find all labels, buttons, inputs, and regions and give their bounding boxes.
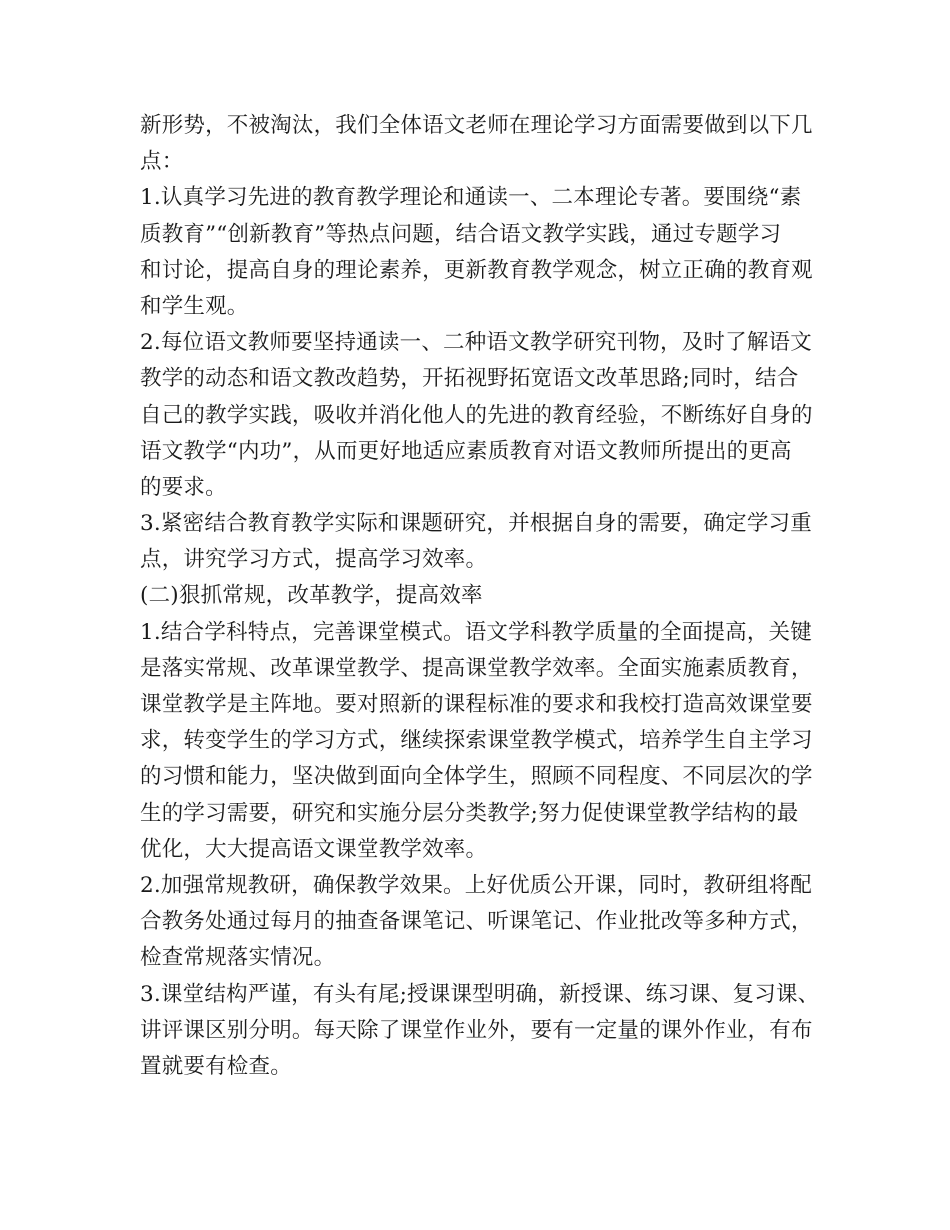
text-line: 1.结合学科特点，完善课堂模式。语文学科教学质量的全面提高，关键 — [140, 619, 812, 645]
text-line: 讲评课区别分明。每天除了课堂作业外，要有一定量的课外作业，有布 — [140, 1017, 813, 1043]
document-body — [140, 108, 820, 1085]
text-line: 是落实常规、改革课堂教学、提高课堂教学效率。全面实施素质教育， — [140, 655, 813, 681]
text-line: 教学的动态和语文教改趋势，开拓视野拓宽语文改革思路;同时，结合 — [140, 366, 799, 392]
text-line: 3.紧密结合教育教学实际和课题研究，并根据自身的需要，确定学习重 — [140, 511, 812, 537]
text-line: 点，讲究学习方式，提高学习效率。 — [140, 547, 488, 573]
text-line: 3.课堂结构严谨，有头有尾;授课课型明确，新授课、练习课、复习课、 — [140, 981, 820, 1007]
text-line: 质教育”“创新教育”等热点问题，结合语文教学实践，通过专题学习 — [140, 221, 782, 247]
text-line: 求，转变学生的学习方式，继续探索课堂教学模式，培养学生自主学习 — [140, 728, 813, 754]
text-line: 优化，大大提高语文课堂教学效率。 — [140, 836, 488, 862]
section-heading: (二)狠抓常规，改革教学，提高效率 — [140, 583, 483, 609]
text-line: 合教务处通过每月的抽查备课笔记、听课笔记、作业批改等多种方式， — [140, 909, 813, 935]
text-line: 的习惯和能力，坚决做到面向全体学生，照顾不同程度、不同层次的学 — [140, 764, 813, 790]
text-line: 课堂教学是主阵地。要对照新的课程标准的要求和我校打造高效课堂要 — [140, 692, 813, 717]
text-line: 和学生观。 — [140, 293, 249, 319]
text-line: 和讨论，提高自身的理论素养，更新教育教学观念，树立正确的教育观 — [140, 257, 813, 283]
text-line: 新形势，不被淘汰，我们全体语文老师在理论学习方面需要做到以下几 — [140, 113, 813, 138]
text-line: 点： — [140, 149, 184, 175]
text-line: 置就要有检查。 — [140, 1053, 292, 1079]
text-line: 2.加强常规教研，确保教学效果。上好优质公开课，同时，教研组将配 — [140, 872, 812, 898]
text-line: 检查常规落实情况。 — [140, 945, 336, 971]
text-line: 1.认真学习先进的教育教学理论和通读一、二本理论专著。要围绕“素 — [140, 185, 802, 211]
text-line: 语文教学“内功”，从而更好地适应素质教育对语文教师所提出的更高 — [140, 438, 792, 464]
text-line: 2.每位语文教师要坚持通读一、二种语文教学研究刊物，及时了解语文 — [140, 330, 812, 356]
text-line: 生的学习需要，研究和实施分层分类教学;努力促使课堂教学结构的最 — [140, 800, 799, 826]
text-line: 的要求。 — [140, 474, 227, 500]
text-line: 自己的教学实践，吸收并消化他人的先进的教育经验，不断练好自身的 — [140, 402, 813, 428]
